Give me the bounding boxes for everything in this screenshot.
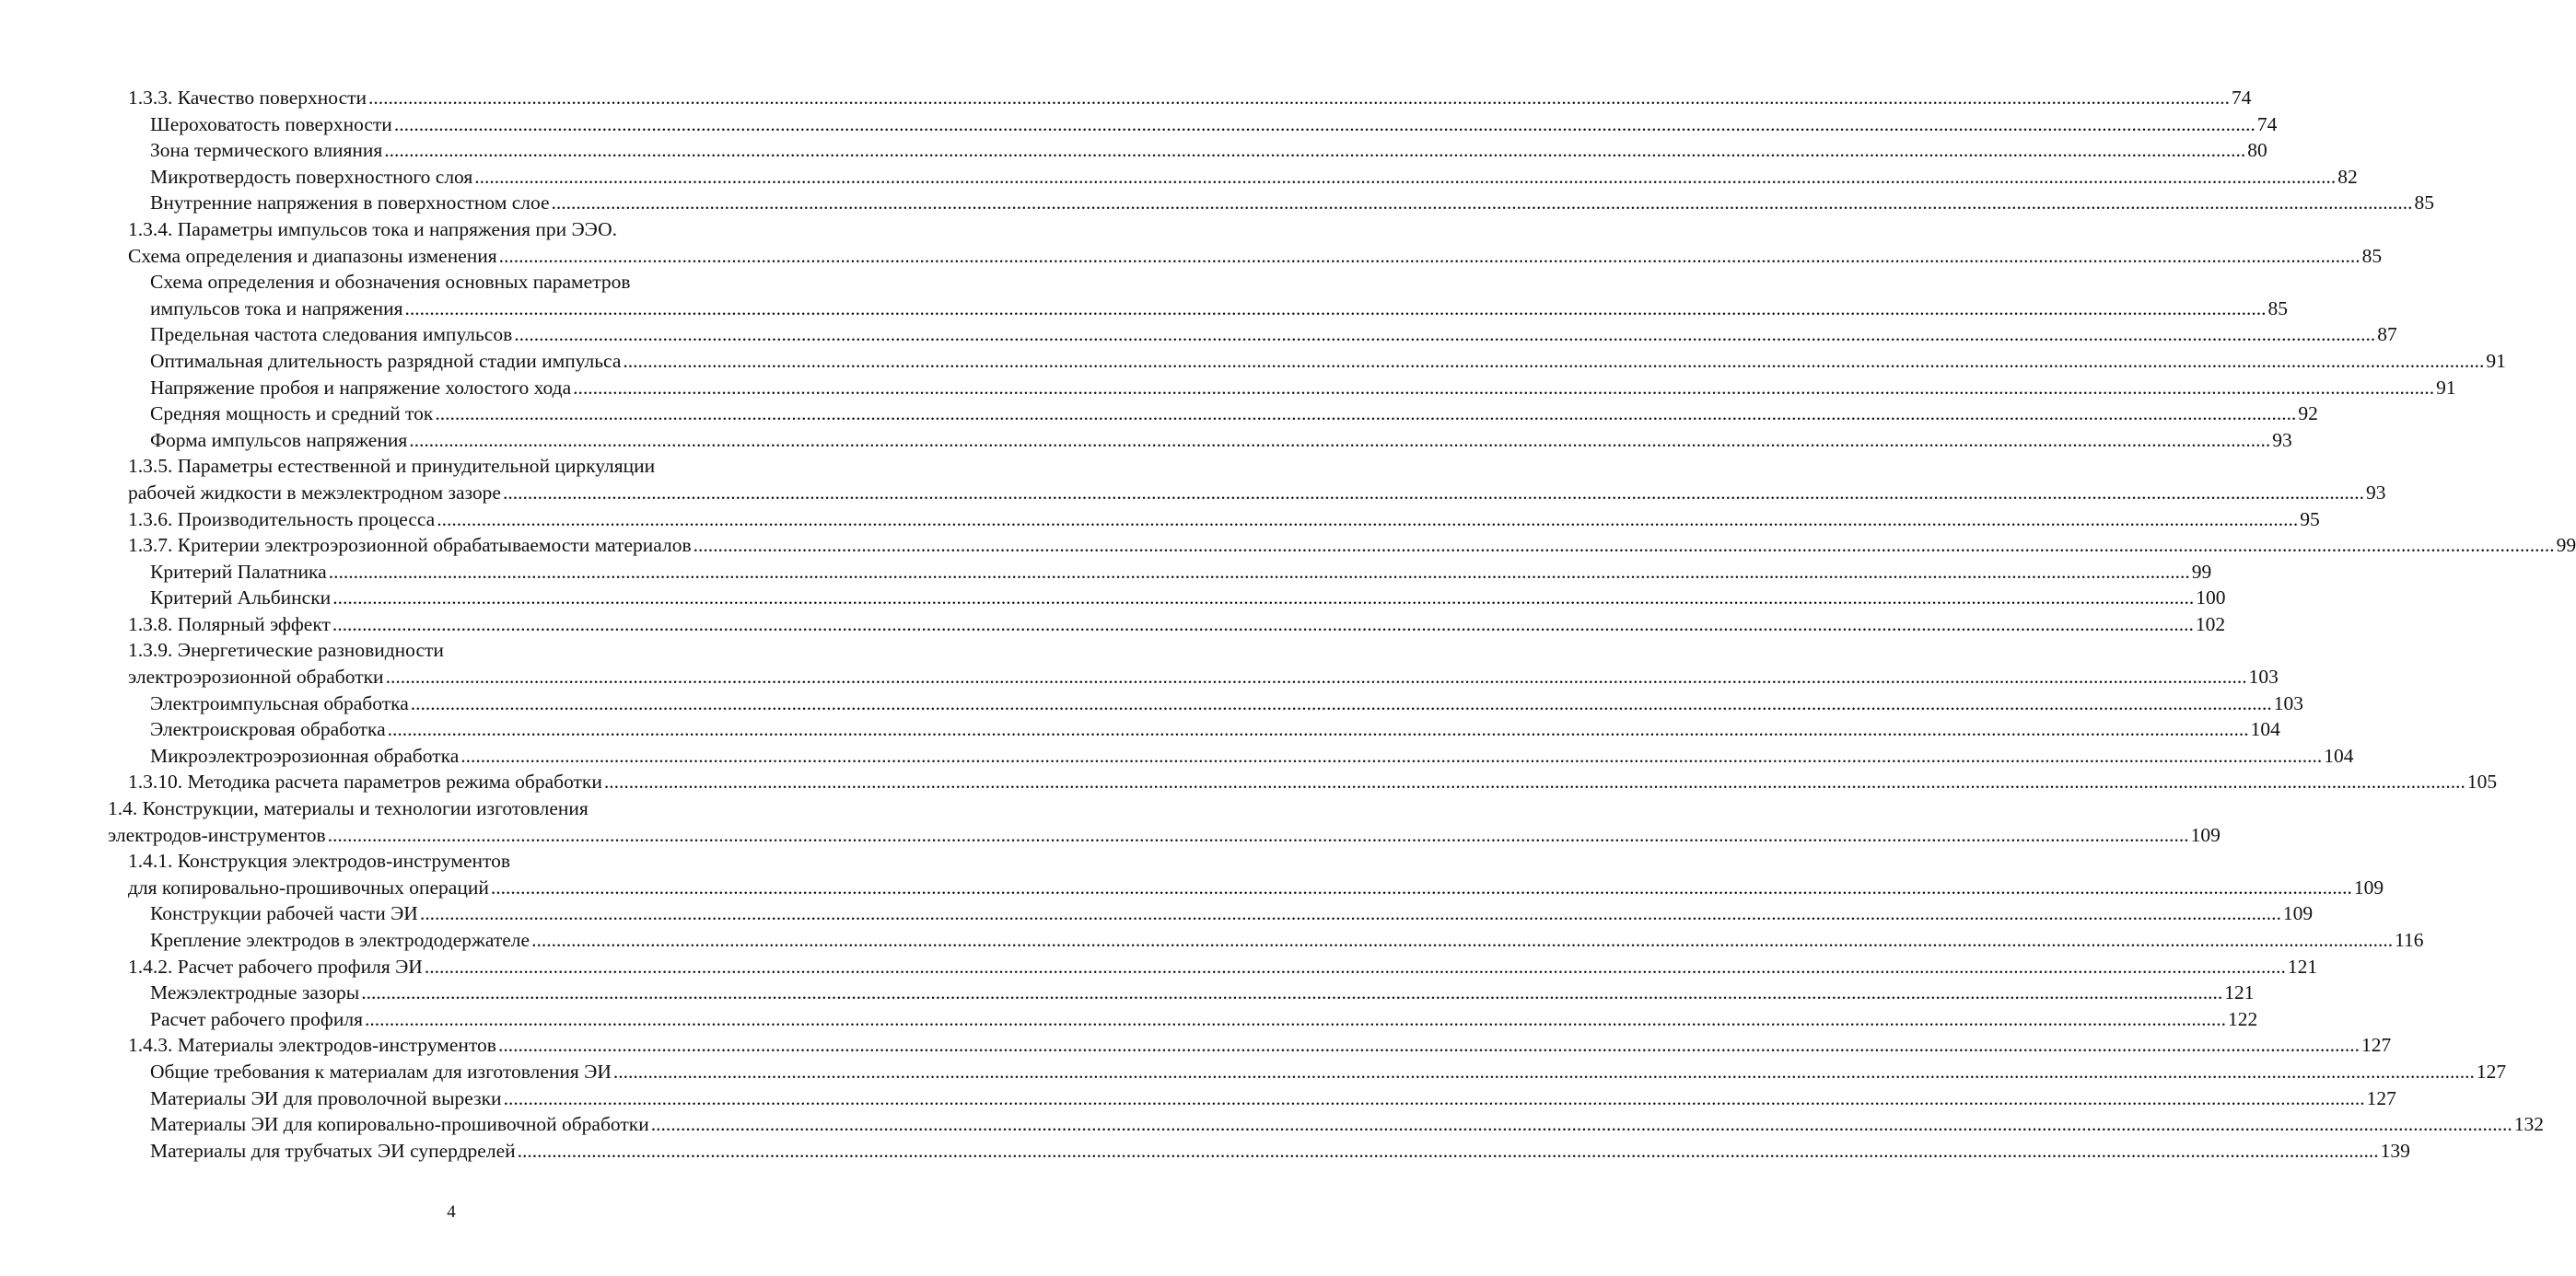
toc-entry-line xyxy=(150,164,2358,191)
dot-leader xyxy=(332,611,2194,638)
toc-entry-page: 74 xyxy=(2232,87,2252,109)
toc-entry-title-line2: Схема определения и диапазоны изменения xyxy=(128,244,497,267)
toc-entry-title: Напряжение пробоя и напряжение холостого хода xyxy=(150,376,572,399)
toc-entry-line xyxy=(128,664,2279,690)
toc-entry-line xyxy=(150,190,2435,216)
toc-entry-title: Микротвердость поверхностного слоя xyxy=(150,165,473,188)
toc-entry-title: Средняя мощность и средний ток xyxy=(150,402,434,425)
dot-leader xyxy=(384,137,2245,164)
dot-leader xyxy=(623,348,2484,375)
toc-entry-title: 1.3.10. Методика расчета параметров режима обработки xyxy=(128,771,602,794)
toc-entry xyxy=(108,400,2318,427)
toc-entry xyxy=(108,611,2226,638)
toc-entry xyxy=(108,743,2354,770)
toc-entry-title: 1.3.7. Критерии электроэрозионной обрабатываемости материалов xyxy=(128,534,692,557)
toc-entry-line xyxy=(150,900,2314,927)
dot-leader xyxy=(552,190,2413,216)
toc-entry-page: 93 xyxy=(2365,481,2386,504)
toc-entry xyxy=(108,1006,2258,1033)
toc-entry-line xyxy=(150,980,2255,1006)
toc-entry-title-line2: электроэрозионной обработки xyxy=(128,666,384,689)
dot-leader xyxy=(531,927,2393,954)
toc-entry-line xyxy=(128,480,2386,506)
toc-entry-page: 104 xyxy=(2324,744,2354,767)
toc-entry-line xyxy=(150,559,2212,586)
toc-entry-line xyxy=(128,532,2576,559)
toc-entry-page: 127 xyxy=(2366,1086,2396,1109)
dot-leader xyxy=(504,1085,2365,1112)
toc-entry-page: 80 xyxy=(2247,139,2267,162)
toc-entry xyxy=(108,375,2456,401)
toc-entry-page: 104 xyxy=(2250,718,2280,741)
toc-entry xyxy=(108,190,2435,216)
toc-entry-line xyxy=(128,1032,2392,1059)
toc-entry-title: Электроискровая обработка xyxy=(150,718,386,741)
toc-entry-line xyxy=(150,427,2292,454)
toc-entry-page: 139 xyxy=(2380,1139,2410,1162)
toc-entry-title: 1.4.2. Расчет рабочего профиля ЭИ xyxy=(128,955,423,978)
toc-entry xyxy=(108,1111,2544,1138)
toc-entry xyxy=(108,532,2576,559)
toc-entry-title: 1.3.6. Производительность процесса xyxy=(128,507,436,530)
dot-leader xyxy=(460,743,2322,770)
toc-entry-title: Материалы для трубчатых ЭИ супердрелей xyxy=(150,1139,516,1162)
dot-leader xyxy=(474,164,2336,191)
dot-leader xyxy=(394,111,2255,138)
toc-entry-page: 105 xyxy=(2466,771,2498,794)
dot-leader xyxy=(328,822,2189,849)
dot-leader xyxy=(365,1006,2226,1033)
toc-entry-title: Шероховатость поверхности xyxy=(150,112,392,135)
dot-leader xyxy=(420,900,2281,927)
toc-entry xyxy=(108,848,2384,900)
toc-entry xyxy=(108,348,2506,375)
toc-entry-page: 121 xyxy=(2287,955,2318,978)
toc-entry-line xyxy=(150,690,2304,717)
toc-entry-page: 95 xyxy=(2300,507,2320,530)
toc-entry xyxy=(108,769,2498,795)
toc-entry-title: Микроэлектроэрозионная обработка xyxy=(150,744,460,767)
toc-entry xyxy=(108,927,2424,954)
toc-entry-line xyxy=(150,716,2280,743)
dot-leader xyxy=(332,585,2194,611)
toc-entry-page: 74 xyxy=(2256,112,2278,135)
toc-entry xyxy=(108,111,2278,138)
toc-entry-page: 92 xyxy=(2298,402,2318,425)
toc-entry-line xyxy=(150,348,2506,375)
toc-entry-line xyxy=(150,375,2456,401)
toc-entry-title: Общие требования к материалам для изготовления ЭИ xyxy=(150,1060,612,1083)
dot-leader xyxy=(573,375,2434,401)
toc-entry-line xyxy=(128,243,2383,270)
toc-entry-page: 85 xyxy=(2414,191,2435,215)
dot-leader xyxy=(604,769,2465,795)
dot-leader xyxy=(425,954,2286,980)
toc-entry-page: 99 xyxy=(2556,534,2576,557)
toc-entry-line xyxy=(150,400,2318,427)
toc-entry xyxy=(108,321,2397,348)
dot-leader xyxy=(694,532,2555,559)
dot-leader xyxy=(503,480,2364,506)
toc-entry-line xyxy=(150,1085,2396,1112)
toc-entry-title: Зона термического влияния xyxy=(150,139,383,162)
toc-entry-line xyxy=(128,611,2226,638)
toc-entry-page: 103 xyxy=(2273,691,2304,714)
toc-entry xyxy=(108,900,2314,927)
toc-entry-line xyxy=(150,743,2354,770)
toc-entry-page: 103 xyxy=(2248,666,2279,689)
toc-entry xyxy=(108,1059,2507,1085)
toc-entry-title: Критерий Альбински xyxy=(150,586,332,609)
toc-entry-page: 109 xyxy=(2190,823,2220,846)
dot-leader xyxy=(386,664,2247,690)
toc-entry-title: Расчет рабочего профиля xyxy=(150,1007,363,1030)
toc-entry-line xyxy=(128,954,2318,980)
toc-entry xyxy=(108,954,2318,980)
toc-entry-title-line2: импульсов тока и напряжения xyxy=(150,296,403,319)
toc-entry-title-line1: 1.3.4. Параметры импульсов тока и напряжения при ЭЭО. xyxy=(128,217,618,240)
toc-entry xyxy=(108,427,2292,454)
toc-entry-title-line1: 1.4. Конструкции, материалы и технологии изготовления xyxy=(108,797,589,820)
toc-entry-line xyxy=(150,296,2288,322)
toc-entry-line xyxy=(150,1059,2507,1085)
dot-leader xyxy=(435,400,2296,427)
dot-leader xyxy=(613,1059,2475,1085)
toc-entry-title: Предельная частота следования импульсов xyxy=(150,323,513,346)
dot-leader xyxy=(498,1032,2360,1059)
toc-entry xyxy=(108,269,2288,321)
toc-entry xyxy=(108,716,2280,743)
toc-entry-title-line1: 1.4.1. Конструкция электродов-инструментов xyxy=(128,850,511,873)
toc-entry-title: Форма импульсов напряжения xyxy=(150,428,408,451)
toc-entry-title: Крепление электродов в электрододержателе xyxy=(150,929,530,951)
toc-entry xyxy=(108,137,2267,164)
toc-entry xyxy=(108,1138,2410,1165)
toc-entry-page: 99 xyxy=(2191,560,2212,583)
toc-entry-line xyxy=(150,1111,2544,1138)
toc-entry-title-line1: 1.3.5. Параметры естественной и принудительной циркуляции xyxy=(128,455,656,478)
toc-entry-line xyxy=(150,111,2278,138)
dot-leader xyxy=(651,1111,2512,1138)
toc-entry-title: 1.3.8. Полярный эффект xyxy=(128,612,331,635)
toc-entry-title: Конструкции рабочей части ЭИ xyxy=(150,902,418,925)
dot-leader xyxy=(411,690,2272,717)
toc-entry-title: 1.4.3. Материалы электродов-инструментов xyxy=(128,1034,496,1057)
dot-leader xyxy=(404,296,2266,322)
toc-entry xyxy=(108,637,2279,690)
toc-entry xyxy=(108,795,2220,848)
dot-leader xyxy=(388,716,2249,743)
toc-entry-page: 127 xyxy=(2360,1034,2392,1057)
toc-entry-title: Критерий Палатника xyxy=(150,560,327,583)
dot-leader xyxy=(491,875,2352,901)
toc-entry xyxy=(108,85,2252,111)
dot-leader xyxy=(368,85,2230,111)
toc-entry-line xyxy=(150,927,2424,954)
toc-entry-page: 91 xyxy=(2436,376,2456,399)
toc-entry-line xyxy=(150,1138,2410,1165)
toc-entry-page: 127 xyxy=(2476,1060,2507,1083)
toc-entry-title: Электроимпульсная обработка xyxy=(150,691,409,714)
dot-leader xyxy=(518,1138,2379,1165)
toc-entry xyxy=(108,559,2212,586)
toc-entry-page: 85 xyxy=(2267,296,2288,319)
toc-entry-title: Межэлектродные зазоры xyxy=(150,981,360,1004)
toc-entry-page: 100 xyxy=(2196,586,2226,609)
toc-entry-line xyxy=(150,321,2397,348)
dot-leader xyxy=(361,980,2222,1006)
toc-entry-page: 91 xyxy=(2486,349,2506,372)
toc-entry-page: 132 xyxy=(2513,1113,2544,1136)
toc-entry-title: Оптимальная длительность разрядной стадии импульса xyxy=(150,349,622,372)
toc-entry-page: 85 xyxy=(2361,244,2383,267)
dot-leader xyxy=(437,506,2298,533)
toc-entry-page: 109 xyxy=(2353,876,2384,899)
toc-entry-line xyxy=(150,137,2267,164)
toc-entry-page: 87 xyxy=(2377,323,2397,346)
toc-entry-line xyxy=(128,875,2384,901)
toc-entry-page: 93 xyxy=(2272,428,2292,451)
dot-leader xyxy=(499,243,2360,270)
toc-entry-page: 102 xyxy=(2195,612,2226,635)
toc-entry-title: Внутренние напряжения в поверхностном слое xyxy=(150,191,550,215)
dot-leader xyxy=(514,321,2375,348)
toc-entry-title: Материалы ЭИ для проволочной вырезки xyxy=(150,1086,502,1109)
toc-entry xyxy=(108,164,2358,191)
toc-entry xyxy=(108,506,2320,533)
toc-entry-page: 109 xyxy=(2282,902,2314,925)
toc-entry-title-line1: Схема определения и обозначения основных параметров xyxy=(150,271,631,294)
toc-entry-page: 116 xyxy=(2395,929,2424,951)
toc-entry-line xyxy=(128,506,2320,533)
page-number: 4 xyxy=(447,1202,456,1222)
toc-entry-line xyxy=(150,1006,2258,1033)
toc-entry-title-line2: для копировально-прошивочных операций xyxy=(128,876,489,899)
toc-entry xyxy=(108,1032,2392,1059)
toc-entry-title-line1: 1.3.9. Энергетические разновидности xyxy=(128,639,444,662)
dot-leader xyxy=(409,427,2270,454)
toc-entry xyxy=(108,980,2255,1006)
toc-entry-line xyxy=(128,85,2252,111)
toc-entry-title-line2: электродов-инструментов xyxy=(108,823,326,846)
toc-entry-title-line2: рабочей жидкости в межэлектродном зазоре xyxy=(128,481,501,504)
toc-entry xyxy=(108,585,2226,611)
toc-entry xyxy=(108,453,2386,505)
toc-entry-title: Материалы ЭИ для копировально-прошивочной обработки xyxy=(150,1113,649,1136)
toc-entry-title: 1.3.3. Качество поверхности xyxy=(128,87,367,109)
dot-leader xyxy=(329,559,2190,586)
toc-entry-page: 82 xyxy=(2337,165,2358,188)
toc-entry xyxy=(108,216,2383,269)
toc-entry-page: 122 xyxy=(2228,1007,2258,1030)
toc-entry-line xyxy=(108,822,2220,849)
toc-entry-page: 121 xyxy=(2224,981,2255,1004)
toc-entry xyxy=(108,1085,2396,1112)
toc-entry-line xyxy=(128,769,2498,795)
toc-entry-line xyxy=(150,585,2226,611)
toc-entry xyxy=(108,690,2304,717)
table-of-contents xyxy=(108,85,2576,1164)
